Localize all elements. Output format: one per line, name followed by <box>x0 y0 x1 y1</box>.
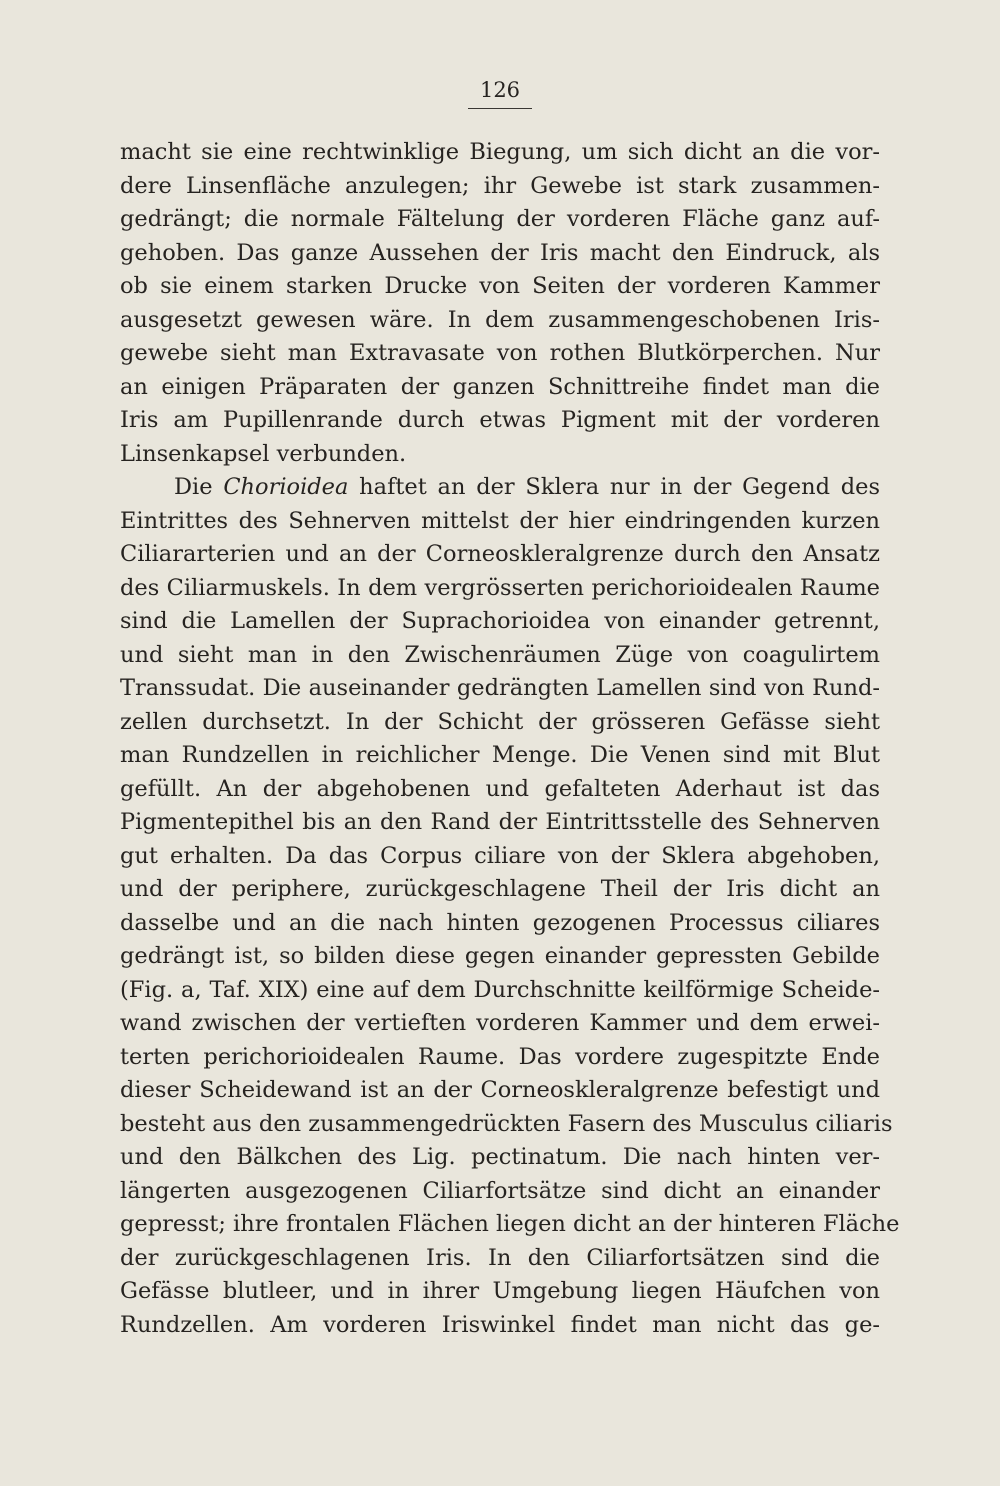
text-line: Linsenkapsel verbunden. <box>120 440 407 467</box>
text-line: sind die Lamellen der Suprachorioidea von einander getrennt, <box>120 608 880 634</box>
text-line: längerten ausgezogenen Ciliarfortsätze sind dicht an einander <box>120 1177 880 1204</box>
text-line: Iris am Pupillenrande durch etwas Pigment mit der vorderen <box>120 407 880 433</box>
text-line: gedrängt; die normale Fältelung der vorderen Fläche ganz auf- <box>120 206 880 232</box>
text-line: Rundzellen. Am vorderen Iriswinkel findet man nicht das ge- <box>120 1311 880 1338</box>
text-line: gut erhalten. Da das Corpus ciliare von der Sklera abgehoben, <box>120 842 880 869</box>
text-line: dere Linsenfläche anzulegen; ihr Gewebe ist stark zusammen- <box>120 172 880 199</box>
text-line: besteht aus den zusammengedrückten Fasern des Musculus ciliaris <box>120 1110 893 1137</box>
text-line: gedrängt ist, so bilden diese gegen einander gepressten Gebilde <box>120 943 880 969</box>
text-line: gefüllt. An der abgehobenen und gefalteten Aderhaut ist das <box>120 775 880 802</box>
page-number: 126 <box>468 78 532 109</box>
body-text <box>120 136 900 1342</box>
italic-term: Chorioidea <box>223 474 349 500</box>
text-line: Gefässe blutleer, und in ihrer Umgebung liegen Häufchen von <box>120 1278 880 1304</box>
text-line: und der periphere, zurückgeschlagene Theil der Iris dicht an <box>120 876 880 902</box>
text-line: Transsudat. Die auseinander gedrängten Lamellen sind von Rund- <box>120 675 880 701</box>
text-line: zellen durchsetzt. In der Schicht der grösseren Gefässe sieht <box>120 708 880 735</box>
text-line: Die Chorioidea haftet an der Sklera nur in der Gegend des <box>174 474 880 500</box>
text-line: wand zwischen der vertieften vorderen Kammer und dem erwei- <box>120 1010 880 1036</box>
text-line: an einigen Präparaten der ganzen Schnittreihe findet man die <box>120 373 880 400</box>
text-line: ob sie einem starken Drucke von Seiten der vorderen Kammer <box>120 273 880 299</box>
text-line: Eintrittes des Sehnerven mittelst der hier eindringenden kurzen <box>120 507 880 534</box>
text-line: man Rundzellen in reichlicher Menge. Die Venen sind mit Blut <box>120 742 880 768</box>
text-line: der zurückgeschlagenen Iris. In den Ciliarfortsätzen sind die <box>120 1244 880 1271</box>
text-line: Ciliararterien und an der Corneoskleralgrenze durch den Ansatz <box>120 541 880 567</box>
text-line: dasselbe und an die nach hinten gezogenen Processus ciliares <box>120 909 880 936</box>
text-line: Pigmentepithel bis an den Rand der Eintrittsstelle des Sehnerven <box>120 809 880 835</box>
text-line: gehoben. Das ganze Aussehen der Iris macht den Eindruck, als <box>120 239 880 266</box>
text-line: terten perichorioidealen Raume. Das vordere zugespitzte Ende <box>120 1043 880 1070</box>
text-line: macht sie eine rechtwinklige Biegung, um sich dicht an die vor- <box>120 139 880 165</box>
text-line: gepresst; ihre frontalen Flächen liegen dicht an der hinteren Fläche <box>120 1211 900 1237</box>
text-line: des Ciliarmuskels. In dem vergrösserten perichorioidealen Raume <box>120 574 880 601</box>
text-line: ausgesetzt gewesen wäre. In dem zusammengeschobenen Iris- <box>120 306 880 333</box>
text-line: dieser Scheidewand ist an der Corneoskleralgrenze befestigt und <box>120 1077 880 1103</box>
text-line: (Fig. a, Taf. XIX) eine auf dem Durchschnitte keilförmige Scheide- <box>120 976 880 1003</box>
text-line: gewebe sieht man Extravasate von rothen Blutkörperchen. Nur <box>120 340 880 366</box>
text-line: und sieht man in den Zwischenräumen Züge von coagulirtem <box>120 641 880 668</box>
text-line: und den Bälkchen des Lig. pectinatum. Die nach hinten ver- <box>120 1144 880 1170</box>
